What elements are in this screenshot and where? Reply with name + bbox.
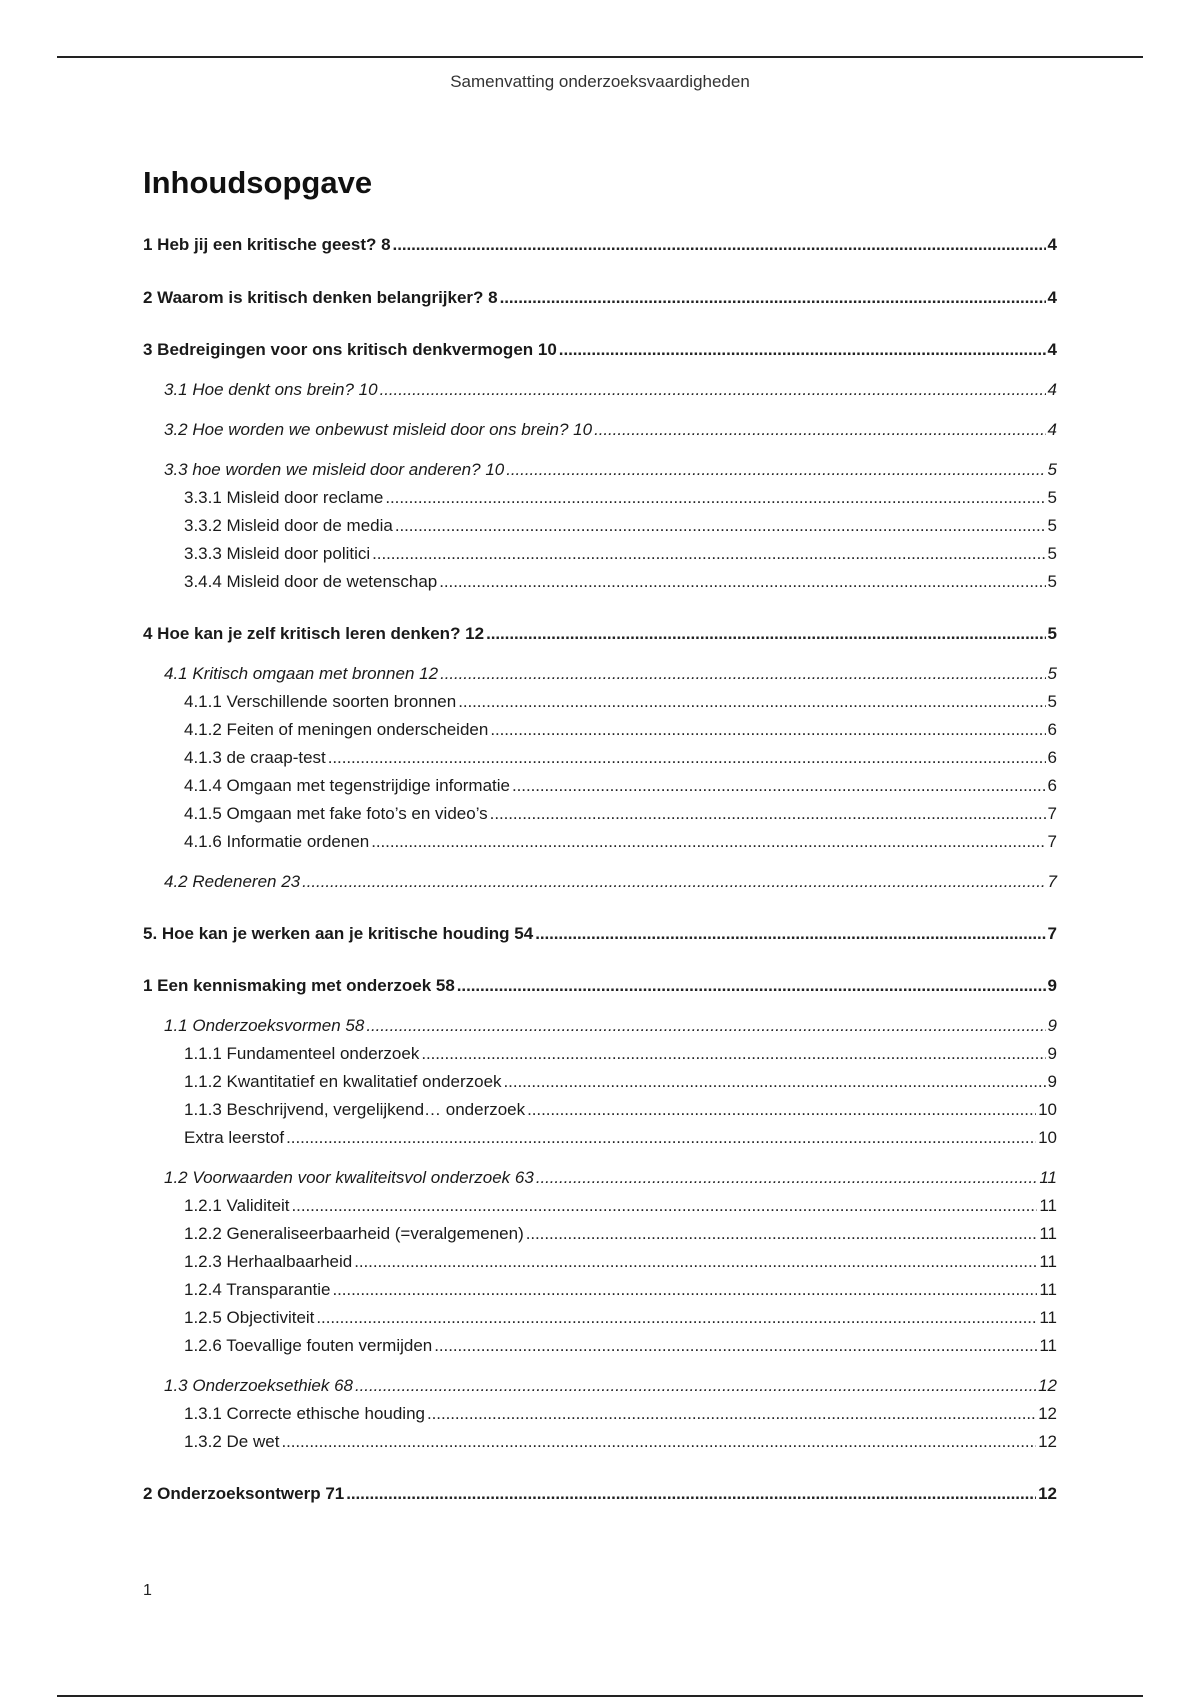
toc-entry[interactable]: 3.4.4 Misleid door de wetenschap . . . 5	[184, 572, 1057, 596]
running-header: Samenvatting onderzoeksvaardigheden	[450, 72, 750, 91]
toc-entry[interactable]: 3 Bedreigingen voor ons kritisch denkvermogen 10 . . . 4	[143, 340, 1057, 364]
toc-entry[interactable]: 1.3 Onderzoeksethiek 68 . . . 12	[164, 1376, 1057, 1400]
leader-dots	[385, 488, 1045, 508]
leader-dots	[434, 1336, 1037, 1356]
leader-dots	[457, 976, 1046, 996]
toc-entry[interactable]: 4.1.1 Verschillende soorten bronnen . . . 5	[184, 692, 1057, 716]
leader-dots	[486, 624, 1045, 644]
toc-entry[interactable]: 1 Een kennismaking met onderzoek 58 . . . 9	[143, 976, 1057, 1000]
toc-entry[interactable]: 3.1 Hoe denkt ons brein? 10 . . . 4	[164, 380, 1057, 404]
toc-entry[interactable]: 4.1.3 de craap-test . . . 6	[184, 748, 1057, 772]
leader-dots	[286, 1128, 1036, 1148]
toc-entry[interactable]: 4.2 Redeneren 23 . . . 7	[164, 872, 1057, 896]
toc-entry[interactable]: 4.1 Kritisch omgaan met bronnen 12 . . . 5	[164, 664, 1057, 688]
toc-entry[interactable]: 5. Hoe kan je werken aan je kritische houding 54 . . . 7	[143, 924, 1057, 948]
toc-entry[interactable]: 4.1.6 Informatie ordenen . . . 7	[184, 832, 1057, 856]
leader-dots	[594, 420, 1045, 440]
toc-entry[interactable]: 4.1.2 Feiten of meningen onderscheiden . . . 6	[184, 720, 1057, 744]
leader-dots	[506, 460, 1045, 480]
toc-entry[interactable]: 3.3 hoe worden we misleid door anderen? 10 . . . 5	[164, 460, 1057, 484]
toc-entry[interactable]: 4.1.4 Omgaan met tegenstrijdige informatie . . . 6	[184, 776, 1057, 800]
leader-dots	[372, 544, 1045, 564]
leader-dots	[526, 1224, 1038, 1244]
footer-rule	[57, 1695, 1143, 1697]
leader-dots	[355, 1376, 1036, 1396]
toc-entry[interactable]: 1.1.2 Kwantitatief en kwalitatief onderzoek . . . 9	[184, 1072, 1057, 1096]
toc-entry[interactable]: 1.1 Onderzoeksvormen 58 . . . 9	[164, 1016, 1057, 1040]
leader-dots	[328, 748, 1046, 768]
leader-dots	[490, 804, 1046, 824]
toc-entry[interactable]: 1.2.1 Validiteit . . . 11	[184, 1196, 1057, 1220]
toc-entry[interactable]: 1.2.5 Objectiviteit . . . 11	[184, 1308, 1057, 1332]
toc-entry[interactable]: 1.1.3 Beschrijvend, vergelijkend… onderzoek . . . 10	[184, 1100, 1057, 1124]
leader-dots	[439, 572, 1045, 592]
leader-dots	[527, 1100, 1036, 1120]
toc-entry[interactable]: 2 Waarom is kritisch denken belangrijker? 8 . . . 4	[143, 288, 1057, 312]
leader-dots	[512, 776, 1046, 796]
toc-entry[interactable]: 3.3.2 Misleid door de media . . . 5	[184, 516, 1057, 540]
toc-entry[interactable]: 2 Onderzoeksontwerp 71 . . . 12	[143, 1484, 1057, 1508]
toc-entry[interactable]: 3.3.1 Misleid door reclame . . . 5	[184, 488, 1057, 512]
page-number: 1	[143, 1582, 152, 1599]
leader-dots	[536, 1168, 1038, 1188]
leader-dots	[332, 1280, 1037, 1300]
leader-dots	[504, 1072, 1046, 1092]
leader-dots	[535, 924, 1045, 944]
leader-dots	[380, 380, 1046, 400]
leader-dots	[559, 340, 1046, 360]
leader-dots	[346, 1484, 1036, 1504]
leader-dots	[395, 516, 1046, 536]
leader-dots	[302, 872, 1045, 892]
toc-entry[interactable]: 3.3.3 Misleid door politici . . . 5	[184, 544, 1057, 568]
leader-dots	[366, 1016, 1045, 1036]
toc-entry[interactable]: 1.2.4 Transparantie . . . 11	[184, 1280, 1057, 1304]
leader-dots	[440, 664, 1045, 684]
toc-entry[interactable]: 1.2.6 Toevallige fouten vermijden . . . 11	[184, 1336, 1057, 1360]
toc-entry[interactable]: 3.2 Hoe worden we onbewust misleid door ons brein? 10 . . . 4	[164, 420, 1057, 444]
leader-dots	[354, 1252, 1037, 1272]
leader-dots	[458, 692, 1045, 712]
toc-entry[interactable]: Extra leerstof . . . 10	[184, 1128, 1057, 1152]
leader-dots	[427, 1404, 1036, 1424]
toc-entry[interactable]: 1 Heb jij een kritische geest? 8 . . . 4	[143, 235, 1057, 259]
toc-entry[interactable]: 4 Hoe kan je zelf kritisch leren denken? 12 . . . 5	[143, 624, 1057, 648]
toc-entry[interactable]: 1.1.1 Fundamenteel onderzoek . . . 9	[184, 1044, 1057, 1068]
toc-entry[interactable]: 1.2.2 Generaliseerbaarheid (=veralgemenen) . . . 11	[184, 1224, 1057, 1248]
toc-entry[interactable]: 1.2 Voorwaarden voor kwaliteitsvol onderzoek 63 . . . 11	[164, 1168, 1057, 1192]
leader-dots	[490, 720, 1045, 740]
toc-entry[interactable]: 1.3.2 De wet . . . 12	[184, 1432, 1057, 1456]
leader-dots	[281, 1432, 1036, 1452]
leader-dots	[316, 1308, 1037, 1328]
header-rule	[57, 56, 1143, 58]
leader-dots	[393, 235, 1046, 255]
leader-dots	[500, 288, 1046, 308]
toc-entry[interactable]: 1.3.1 Correcte ethische houding . . . 12	[184, 1404, 1057, 1428]
toc-entry[interactable]: 4.1.5 Omgaan met fake foto’s en video’s . . . 7	[184, 804, 1057, 828]
toc-entry[interactable]: 1.2.3 Herhaalbaarheid . . . 11	[184, 1252, 1057, 1276]
leader-dots	[421, 1044, 1045, 1064]
page-title: Inhoudsopgave	[143, 165, 373, 200]
leader-dots	[292, 1196, 1038, 1216]
leader-dots	[371, 832, 1045, 852]
